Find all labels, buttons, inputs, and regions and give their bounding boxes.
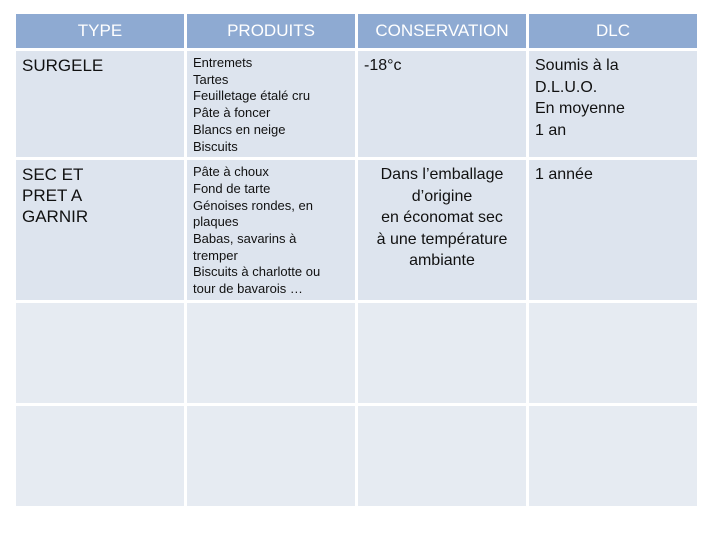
- product-item: Pâte à foncer: [193, 105, 271, 121]
- header-conservation: CONSERVATION: [358, 14, 526, 48]
- dlc-text: Soumis à la D.L.U.O. En moyenne 1 an: [535, 57, 625, 139]
- empty-cell: [187, 303, 355, 403]
- product-item: Biscuits à charlotte ou: [193, 264, 321, 280]
- empty-cell: [529, 303, 697, 403]
- product-item: tour de bavarois …: [193, 281, 303, 297]
- product-item: Tartes: [193, 71, 229, 87]
- conservation-text: Dans l’emballage d’origine en économat sec à une température ambiante: [376, 166, 508, 270]
- empty-cell: [16, 303, 184, 403]
- table-row-empty: [16, 406, 697, 506]
- cell-dlc: [529, 160, 697, 300]
- cell-produits: [187, 160, 355, 300]
- empty-cell: [358, 406, 526, 506]
- storage-table: [13, 11, 700, 509]
- cell-type: [16, 160, 184, 300]
- product-item: Fond de tarte: [193, 180, 271, 196]
- table-row-surgele: [16, 51, 697, 157]
- cell-conservation: [358, 51, 526, 157]
- product-item: Biscuits: [193, 138, 238, 154]
- header-dlc: DLC: [529, 14, 697, 48]
- product-item: plaques: [193, 214, 239, 230]
- type-label: SEC ET PRET A GARNIR: [22, 165, 89, 227]
- product-item: Feuilletage étalé cru: [193, 88, 311, 104]
- conservation-text: -18°c: [364, 57, 402, 74]
- cell-type: [16, 51, 184, 157]
- type-label: SURGELE: [22, 56, 104, 75]
- header-row: [16, 14, 697, 48]
- product-item: Babas, savarins à: [193, 231, 297, 247]
- dlc-text: 1 année: [535, 166, 593, 184]
- table-row-sec: [16, 160, 697, 300]
- empty-cell: [16, 406, 184, 506]
- product-item: Pâte à choux: [193, 164, 269, 180]
- product-item: tremper: [193, 247, 238, 263]
- empty-cell: [529, 406, 697, 506]
- empty-cell: [358, 303, 526, 403]
- product-item: Génoises rondes, en: [193, 197, 313, 213]
- header-type: TYPE: [16, 14, 184, 48]
- header-produits: PRODUITS: [187, 14, 355, 48]
- cell-produits: [187, 51, 355, 157]
- cell-conservation: [358, 160, 526, 300]
- product-item: Entremets: [193, 55, 253, 70]
- product-item: Blancs en neige: [193, 121, 286, 137]
- table-row-empty: [16, 303, 697, 403]
- empty-cell: [187, 406, 355, 506]
- cell-dlc: [529, 51, 697, 157]
